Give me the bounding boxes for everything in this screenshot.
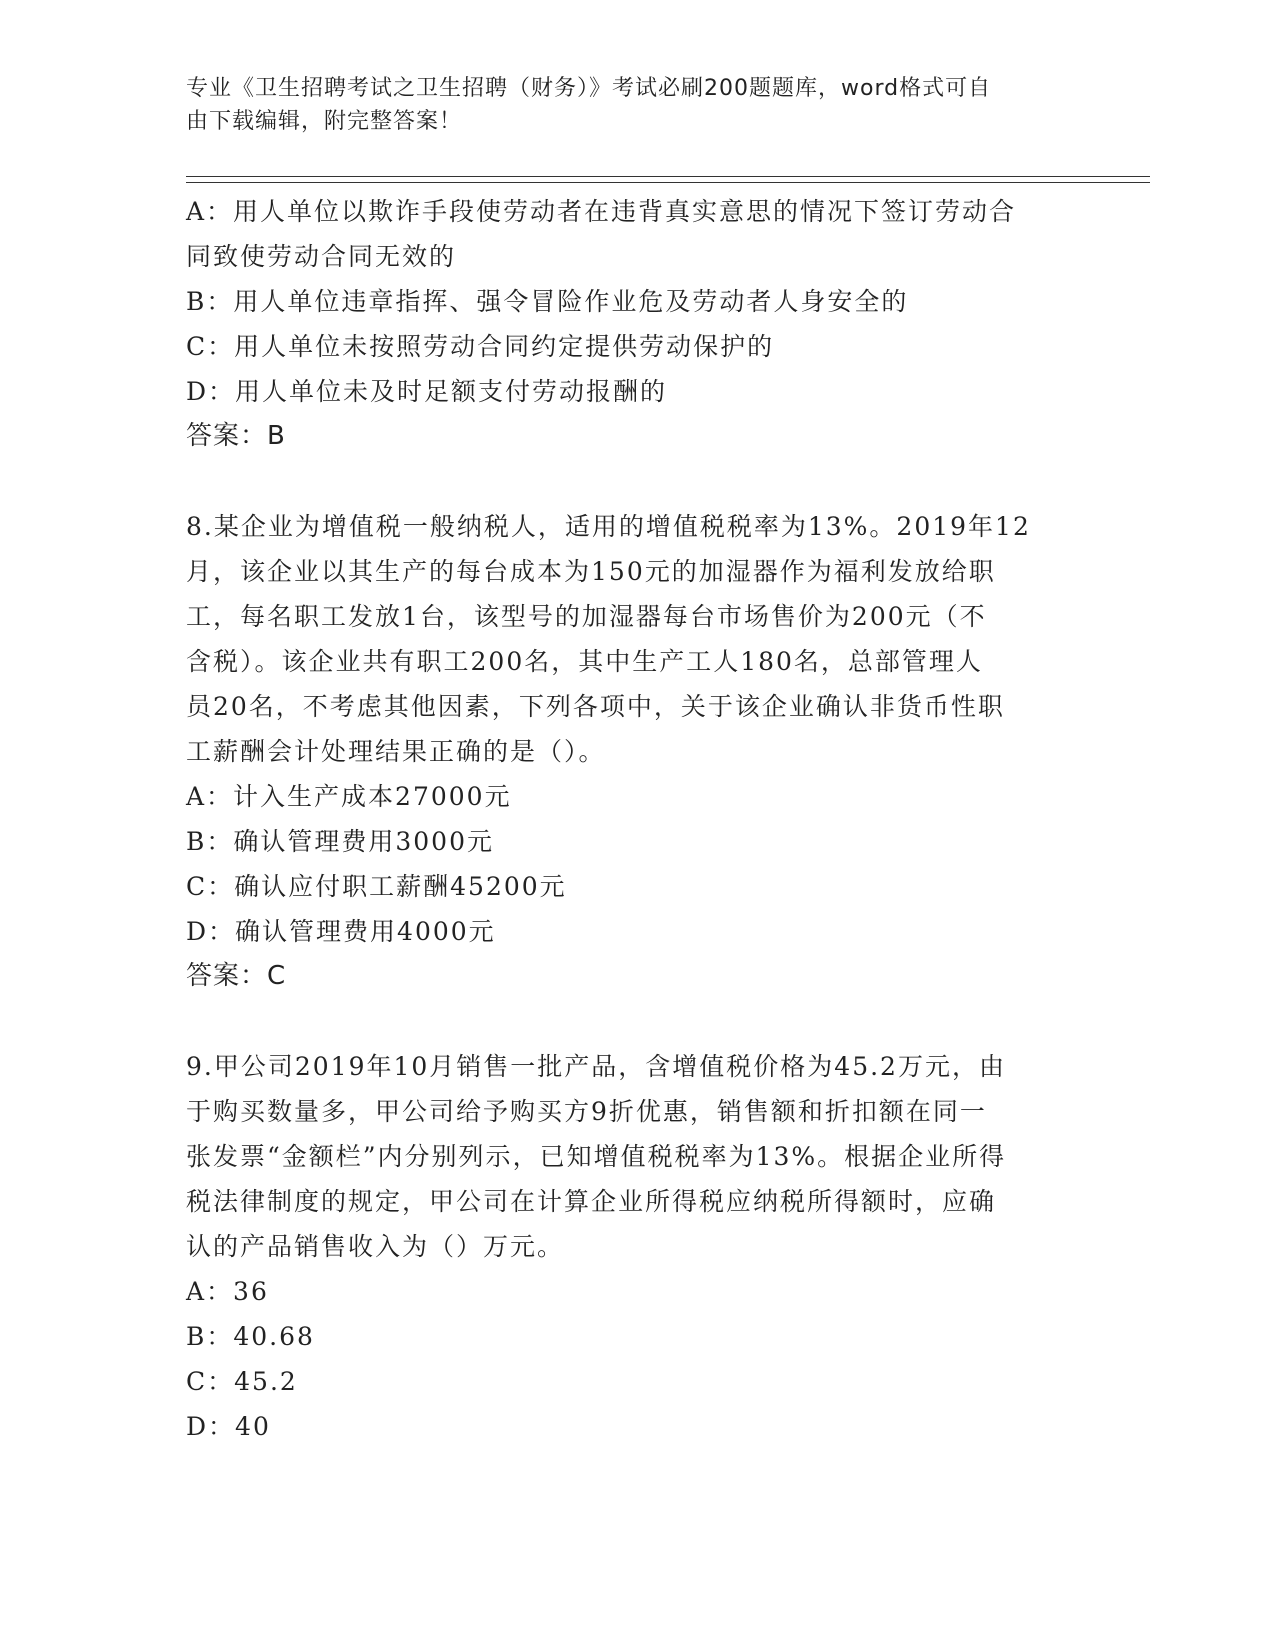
question-7-option-line-5: D：用人单位未及时足额支付劳动报酬的 (186, 377, 668, 406)
header-line-1: 专业《卫生招聘考试之卫生招聘（财务）》考试必刷200题题库，word格式可自 (186, 76, 992, 101)
question-8-option-d: D：确认管理费用4000元 (186, 917, 496, 946)
question-8-option-c: C：确认应付职工薪酬45200元 (186, 872, 567, 901)
question-8-stem-line-1: 8.某企业为增值税一般纳税人，适用的增值税税率为13%。2019年12 (186, 512, 1031, 541)
question-8-stem-line-5: 员20名，不考虑其他因素，下列各项中，关于该企业确认非货币性职 (186, 692, 1005, 721)
spacer (186, 459, 1076, 504)
question-9-option-b: B：40.68 (186, 1322, 315, 1351)
question-8-answer: 答案：C (186, 961, 287, 991)
question-9-block (186, 1044, 1076, 1449)
question-8-stem-line-2: 月，该企业以其生产的每台成本为150元的加湿器作为福利发放给职 (186, 557, 996, 586)
document-body (186, 189, 1076, 1449)
question-9-option-d: D：40 (186, 1412, 271, 1441)
question-7-option-line-4: C：用人单位未按照劳动合同约定提供劳动保护的 (186, 332, 775, 361)
question-9-stem-line-1: 9.甲公司2019年10月销售一批产品，含增值税价格为45.2万元，由 (186, 1052, 1006, 1081)
question-8-stem-line-6: 工薪酬会计处理结果正确的是（）。 (186, 737, 606, 766)
question-8-stem-line-4: 含税）。该企业共有职工200名，其中生产工人180名，总部管理人 (186, 647, 983, 676)
question-9-stem-line-5: 认的产品销售收入为（）万元。 (186, 1232, 565, 1261)
header-divider-top (186, 176, 1150, 177)
question-9-stem-line-3: 张发票“金额栏”内分别列示，已知增值税税率为13%。根据企业所得 (186, 1142, 1007, 1171)
question-7-option-line-2: 同致使劳动合同无效的 (186, 242, 457, 271)
question-8-stem-line-3: 工，每名职工发放1台，该型号的加湿器每台市场售价为200元（不 (186, 602, 987, 631)
question-9-option-c: C：45.2 (186, 1367, 298, 1396)
page-header (186, 72, 1066, 138)
question-7-option-line-3: B：用人单位违章指挥、强令冒险作业危及劳动者人身安全的 (186, 287, 909, 316)
header-divider-bottom (186, 182, 1150, 183)
question-9-stem-line-4: 税法律制度的规定，甲公司在计算企业所得税应纳税所得额时，应确 (186, 1187, 997, 1216)
question-7-block (186, 189, 1076, 459)
spacer (186, 999, 1076, 1044)
question-8-block (186, 504, 1076, 999)
question-8-option-b: B：确认管理费用3000元 (186, 827, 494, 856)
question-9-stem-line-2: 于购买数量多，甲公司给予购买方9折优惠，销售额和折扣额在同一 (186, 1097, 987, 1126)
question-9-option-a: A：36 (186, 1277, 269, 1306)
question-7-option-line-1: A：用人单位以欺诈手段使劳动者在违背真实意思的情况下签订劳动合 (186, 197, 1017, 226)
header-line-2: 由下载编辑，附完整答案！ (186, 109, 463, 134)
question-7-answer: 答案：B (186, 421, 286, 451)
question-8-option-a: A：计入生产成本27000元 (186, 782, 512, 811)
